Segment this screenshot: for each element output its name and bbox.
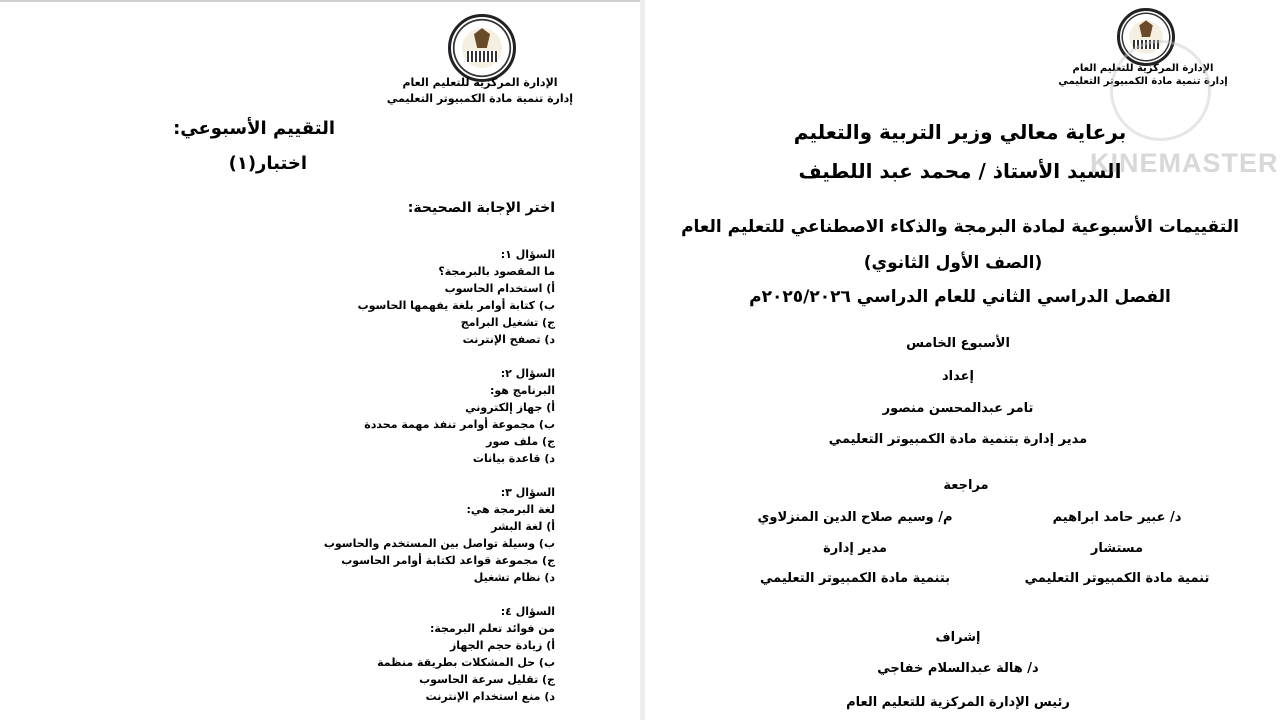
preparer-name: تامر عبدالمحسن منصور bbox=[882, 401, 1034, 416]
header-line-1: الإدارة المركزية للتعليم العام bbox=[402, 76, 558, 89]
option: أ) زيادة حجم الجهاز bbox=[449, 639, 555, 652]
question-label: السؤال ١: bbox=[500, 248, 555, 261]
minister-name: السيد الأستاذ / محمد عبد اللطيف bbox=[798, 159, 1122, 183]
option: أ) استخدام الحاسوب bbox=[444, 282, 555, 295]
supervision-label: إشراف bbox=[935, 630, 981, 645]
watermark-text: KINEMASTER bbox=[1090, 148, 1279, 178]
option: ج) مجموعة قواعد لكتابة أوامر الحاسوب bbox=[341, 554, 555, 567]
document-title: التقييمات الأسبوعية لمادة البرمجة والذكاء الاصطناعي للتعليم العام bbox=[681, 217, 1239, 237]
header-line-2: إدارة تنمية مادة الكمبيوتر التعليمي bbox=[1058, 76, 1228, 87]
option: د) تصفح الإنترنت bbox=[462, 333, 555, 346]
option: ب) مجموعة أوامر تنفذ مهمة محددة bbox=[364, 418, 555, 431]
option: ج) ملف صور bbox=[486, 435, 555, 448]
question-text: من فوائد تعلم البرمجة: bbox=[429, 622, 555, 635]
option: ب) وسيلة تواصل بين المستخدم والحاسوب bbox=[323, 537, 555, 550]
option: د) نظام تشغيل bbox=[473, 571, 555, 584]
option: ب) كتابة أوامر بلغة يفهمها الحاسوب bbox=[357, 299, 555, 312]
supervisor-name: د/ هالة عبدالسلام خفاجي bbox=[877, 661, 1039, 676]
reviewer-1-role: مستشار bbox=[1090, 541, 1144, 556]
question-4 bbox=[377, 603, 555, 705]
instruction: اختر الإجابة الصحيحة: bbox=[407, 200, 555, 216]
option: ج) تقليل سرعة الحاسوب bbox=[419, 673, 555, 686]
option: أ) لغة البشر bbox=[491, 520, 555, 533]
option: أ) جهاز إلكتروني bbox=[465, 401, 555, 414]
header-line-1: الإدارة المركزية للتعليم العام bbox=[1072, 63, 1214, 74]
preparer-role: مدير إدارة بتنمية مادة الكمبيوتر التعليمي bbox=[828, 432, 1088, 447]
reviewer-2-dept: بتنمية مادة الكمبيوتر التعليمي bbox=[759, 571, 951, 586]
question-text: ما المقصود بالبرمجة؟ bbox=[438, 265, 555, 278]
question-1 bbox=[358, 246, 555, 348]
header-line-2: إدارة تنمية مادة الكمبيوتر التعليمي bbox=[386, 92, 574, 105]
grade: (الصف الأول الثانوي) bbox=[863, 253, 1043, 273]
reviewer-1-name: د/ عبير حامد ابراهيم bbox=[1052, 510, 1182, 525]
ministry-logo bbox=[448, 14, 516, 82]
question-2 bbox=[364, 365, 555, 467]
reviewer-2-role: مدير إدارة bbox=[823, 541, 887, 556]
question-label: السؤال ٤: bbox=[500, 605, 555, 618]
supervisor-role: رئيس الإدارة المركزية للتعليم العام bbox=[846, 695, 1070, 710]
reviewer-2-name: م/ وسيم صلاح الدين المنزلاوي bbox=[757, 510, 953, 525]
test-title: اختبار(١) bbox=[228, 153, 307, 174]
week: الأسبوع الخامس bbox=[906, 336, 1010, 351]
review-label: مراجعة bbox=[943, 478, 989, 493]
patronage: برعاية معالي وزير التربية والتعليم bbox=[793, 120, 1127, 144]
term: الفصل الدراسي الثاني للعام الدراسي ٢٠٢٥/٢٠٢٦م bbox=[749, 287, 1171, 307]
question-3 bbox=[324, 484, 555, 586]
weekly-title: التقييم الأسبوعي: bbox=[173, 118, 335, 139]
option: د) قاعدة بيانات bbox=[472, 452, 555, 465]
prepared-label: إعداد bbox=[942, 369, 974, 384]
option: د) منع استخدام الإنترنت bbox=[425, 690, 555, 703]
question-label: السؤال ٢: bbox=[500, 367, 555, 380]
option: ب) حل المشكلات بطريقة منظمة bbox=[377, 656, 555, 669]
option: ج) تشغيل البرامج bbox=[460, 316, 555, 329]
question-label: السؤال ٣: bbox=[500, 486, 555, 499]
reviewer-1-dept: تنمية مادة الكمبيوتر التعليمي bbox=[1024, 571, 1210, 586]
question-text: لغة البرمجة هي: bbox=[466, 503, 555, 516]
question-text: البرنامج هو: bbox=[490, 384, 555, 397]
